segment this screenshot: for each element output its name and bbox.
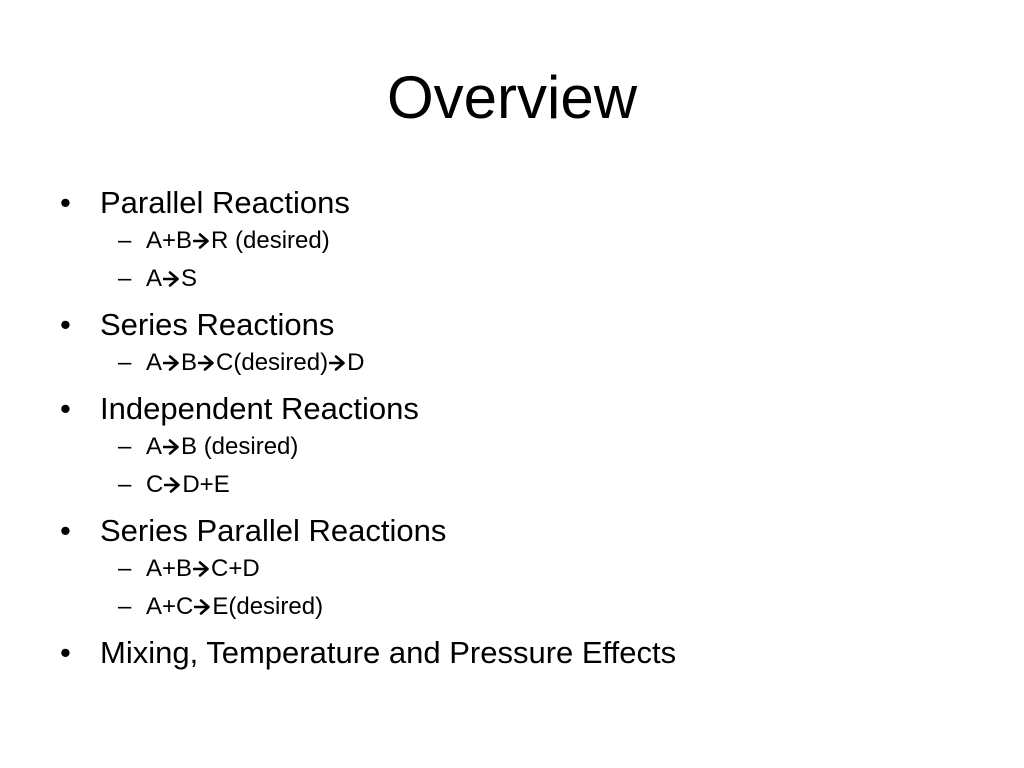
bullet-item (0, 508, 1024, 550)
reaction-species: C(desired) (216, 349, 329, 376)
bullet-marker: • (60, 391, 71, 426)
sub-bullet-marker: – (118, 349, 132, 376)
sub-bullet-marker: – (118, 433, 132, 460)
reaction-text (146, 260, 197, 300)
reaction-species: A (146, 349, 163, 376)
bullet-text: Parallel Reactions (100, 185, 350, 220)
bullet-text: Series Reactions (100, 307, 335, 342)
arrow-right-icon (193, 552, 210, 590)
reaction-species: B (181, 349, 198, 376)
bullet-item (0, 386, 1024, 428)
reaction-text (146, 222, 330, 262)
arrow-right-icon (329, 346, 346, 384)
reaction-species: A+B (146, 227, 193, 254)
reaction-species: A+B (146, 555, 193, 582)
reaction-text (146, 466, 230, 506)
slide-title: Overview (386, 64, 638, 131)
reaction-text (146, 344, 364, 384)
bullet-text: Series Parallel Reactions (100, 513, 447, 548)
sub-bullet-item (0, 260, 1024, 298)
reaction-species: E(desired) (212, 593, 324, 620)
reaction-species: A (146, 433, 163, 460)
reaction-species: A+C (146, 593, 194, 620)
sub-bullet-marker: – (118, 265, 132, 292)
sub-bullet-marker: – (118, 227, 132, 254)
arrow-right-icon (193, 224, 210, 262)
bullet-marker: • (60, 307, 71, 342)
bullet-list (0, 180, 1024, 676)
arrow-right-icon (163, 430, 180, 468)
bullet-marker: • (60, 635, 71, 670)
sub-bullet-item (0, 428, 1024, 466)
reaction-species: R (desired) (211, 227, 330, 254)
bullet-item (0, 180, 1024, 222)
arrow-right-icon (198, 346, 215, 384)
arrow-right-icon (194, 590, 211, 628)
sub-bullet-item (0, 588, 1024, 626)
bullet-item (0, 302, 1024, 344)
reaction-species: B (desired) (181, 433, 299, 460)
sub-bullet-marker: – (118, 555, 132, 582)
arrow-right-icon (163, 262, 180, 300)
bullet-text: Independent Reactions (100, 391, 419, 426)
reaction-species: C+D (211, 555, 260, 582)
reaction-species: D (347, 349, 365, 376)
bullet-text: Mixing, Temperature and Pressure Effects (100, 635, 677, 670)
sub-bullet-marker: – (118, 471, 132, 498)
sub-bullet-marker: – (118, 593, 132, 620)
reaction-species: A (146, 265, 163, 292)
sub-bullet-item (0, 222, 1024, 260)
bullet-marker: • (60, 185, 71, 220)
sub-bullet-item (0, 344, 1024, 382)
sub-bullet-item (0, 550, 1024, 588)
sub-bullet-item (0, 466, 1024, 504)
reaction-species: S (181, 265, 198, 292)
bullet-marker: • (60, 513, 71, 548)
reaction-text (146, 550, 260, 590)
reaction-text (146, 428, 298, 468)
bullet-item (0, 630, 1024, 672)
arrow-right-icon (163, 346, 180, 384)
reaction-species: D+E (182, 471, 230, 498)
reaction-species: C (146, 471, 164, 498)
reaction-text (146, 588, 323, 628)
arrow-right-icon (164, 468, 181, 506)
